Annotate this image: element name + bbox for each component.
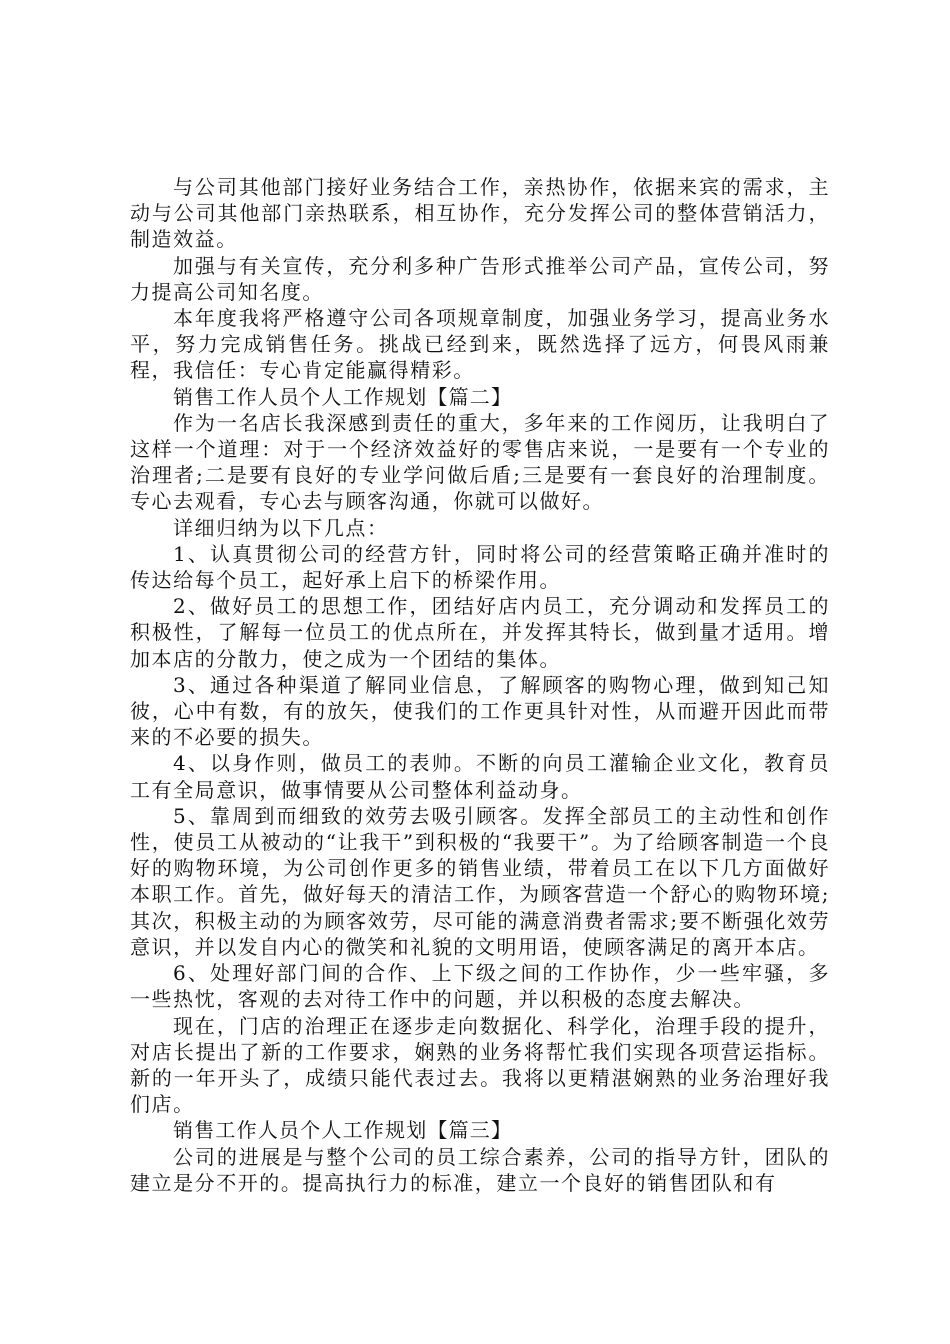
paragraph-publicity: 加强与有关宣传，充分利多种广告形式推举公司产品，宣传公司，努力提高公司知名度。 bbox=[130, 253, 830, 304]
paragraph-company-development: 公司的进展是与整个公司的员工综合素养，公司的指导方针，团队的建立是分不开的。提高执行力的标准，建立一个良好的销售团队和有 bbox=[130, 1144, 830, 1195]
list-item-4: 4、以身作则，做员工的表帅。不断的向员工灌输企业文化，教育员工有全局意识，做事情要从公司整体利益动身。 bbox=[130, 751, 830, 802]
document-body bbox=[130, 174, 830, 1196]
list-item-5: 5、靠周到而细致的效劳去吸引顾客。发挥全部员工的主动性和创作性，使员工从被动的“让我干”到积极的“我要干”。为了给顾客制造一个良好的购物环境，为公司创作更多的销售业绩，带着员工在以下几方面做好本职工作。首先，做好每天的清洁工作，为顾客营造一个舒心的购物环境;其次，积极主动的为顾客效劳，尽可能的满意消费者需求;要不断强化效劳意识，并以发自内心的微笑和礼貌的文明用语，使顾客满足的离开本店。 bbox=[130, 803, 830, 959]
list-item-6: 6、处理好部门间的合作、上下级之间的工作协作，少一些牢骚，多一些热忱，客观的去对待工作中的问题，并以积极的态度去解决。 bbox=[130, 961, 830, 1012]
paragraph-summary-intro: 详细归纳为以下几点： bbox=[173, 515, 389, 540]
list-item-1: 1、认真贯彻公司的经营方针，同时将公司的经营策略正确并准时的传达给每个员工，起好承上启下的桥梁作用。 bbox=[130, 541, 830, 593]
section-heading-part-two: 销售工作人员个人工作规划【篇二】 bbox=[173, 384, 513, 409]
paragraph-store-manager: 作为一名店长我深感到责任的重大，多年来的工作阅历，让我明白了这样一个道理：对于一个经济效益好的零售店来说，一是要有一个专业的治理者;二是要有良好的专业学问做后盾;三是要有一套良好的治理制度。专心去观看，专心去与顾客沟通，你就可以做好。 bbox=[130, 410, 830, 514]
list-item-2: 2、做好员工的思想工作，团结好店内员工，充分调动和发挥员工的积极性，了解每一位员工的优点所在，并发挥其特长，做到量才适用。增加本店的分散力，使之成为一个团结的集体。 bbox=[130, 594, 830, 671]
section-heading-part-three: 销售工作人员个人工作规划【篇三】 bbox=[173, 1118, 513, 1143]
list-item-3: 3、通过各种渠道了解同业信息，了解顾客的购物心理，做到知己知彼，心中有数，有的放矢，使我们的工作更具针对性，从而避开因此而带来的不必要的损失。 bbox=[130, 672, 830, 750]
paragraph-cooperation: 与公司其他部门接好业务结合工作，亲热协作，依据来宾的需求，主动与公司其他部门亲热联系，相互协作，充分发挥公司的整体营销活力，制造效益。 bbox=[130, 175, 830, 252]
paragraph-conclusion: 现在，门店的治理正在逐步走向数据化、科学化，治理手段的提升，对店长提出了新的工作要求，娴熟的业务将帮忙我们实现各项营运指标。新的一年开头了，成绩只能代表过去。我将以更精湛娴熟的业务治理好我们店。 bbox=[130, 1013, 830, 1117]
paragraph-annual-goal: 本年度我将严格遵守公司各项规章制度，加强业务学习，提高业务水平，努力完成销售任务。挑战已经到来，既然选择了远方，何畏风雨兼程，我信任：专心肯定能赢得精彩。 bbox=[130, 306, 830, 383]
